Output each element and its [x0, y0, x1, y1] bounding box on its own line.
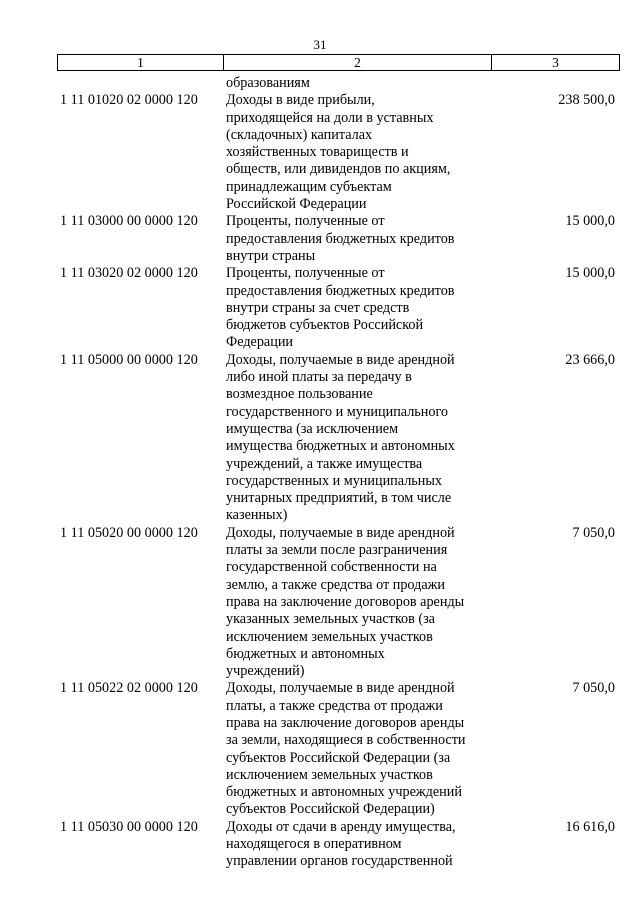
column-header-2: 2: [224, 55, 492, 71]
revenue-name: Доходы, получаемые в виде арендной либо иной платы за передачу в возмездное пользование государственного и муниципального имущества (за исключением имущества бюджетных и автономных учреждений, а также имущества государственных и муниципальных унитарных предприятий, в том числе казенных): [226, 351, 455, 524]
column-header-1: 1: [58, 55, 224, 71]
table-row: [57, 352, 616, 525]
revenue-amount: 238 500,0: [558, 92, 615, 109]
revenue-code: 1 11 03020 02 0000 120: [60, 265, 198, 282]
column-header-3: 3: [492, 55, 620, 71]
revenue-code: 1 11 05030 00 0000 120: [60, 818, 198, 835]
revenue-code: 1 11 05022 02 0000 120: [60, 680, 198, 697]
revenue-name: Проценты, полученные от предоставления бюджетных кредитов внутри страны за счет средств бюджетов субъектов Российской Федерации: [226, 265, 455, 351]
table-row: [57, 819, 616, 871]
page-number: 31: [313, 37, 327, 52]
revenue-code: 1 11 03000 00 0000 120: [60, 213, 198, 230]
revenue-amount: 7 050,0: [572, 524, 615, 541]
revenue-code: 1 11 05020 00 0000 120: [60, 524, 198, 541]
table-row: [57, 265, 616, 351]
table-row: [57, 92, 616, 213]
revenue-code: 1 11 01020 02 0000 120: [60, 92, 198, 109]
revenue-amount: 15 000,0: [565, 213, 615, 230]
revenue-name: Проценты, полученные от предоставления бюджетных кредитов внутри страны: [226, 213, 455, 264]
revenue-table: [57, 75, 616, 871]
table-row: [57, 525, 616, 681]
table-row: [57, 680, 616, 818]
revenue-name: Доходы в виде прибыли, приходящейся на доли в уставных (складочных) капиталах хозяйственных товариществ и обществ, или дивидендов по акциям, принадлежащим субъектам Российской Федерации: [226, 92, 451, 213]
continuation-row: [57, 75, 616, 92]
revenue-amount: 23 666,0: [565, 351, 615, 368]
revenue-amount: 15 000,0: [565, 265, 615, 282]
revenue-amount: 16 616,0: [565, 818, 615, 835]
table-row: [57, 213, 616, 265]
revenue-name: Доходы от сдачи в аренду имущества, находящегося в оперативном управлении органов государственной: [226, 818, 456, 870]
revenue-code: 1 11 05000 00 0000 120: [60, 351, 198, 368]
revenue-amount: 7 050,0: [572, 680, 615, 697]
revenue-name: Доходы, получаемые в виде арендной платы за земли после разграничения государственной собственности на землю, а также средства от продажи права на заключение договоров аренды указанных земельных участков (за исключением земельных участков бюджетных и автономных учреждений): [226, 524, 465, 680]
column-header-row: [58, 55, 620, 71]
continuation-text: образованиям: [226, 75, 310, 91]
revenue-name: Доходы, получаемые в виде арендной платы, а также средства от продажи права на заключение договоров аренды за земли, находящиеся в собственности субъектов Российской Федерации (за исключением земельных участков бюджетных и автономных учреждений субъектов Российской Федерации): [226, 680, 466, 818]
column-header-table: [57, 54, 620, 71]
